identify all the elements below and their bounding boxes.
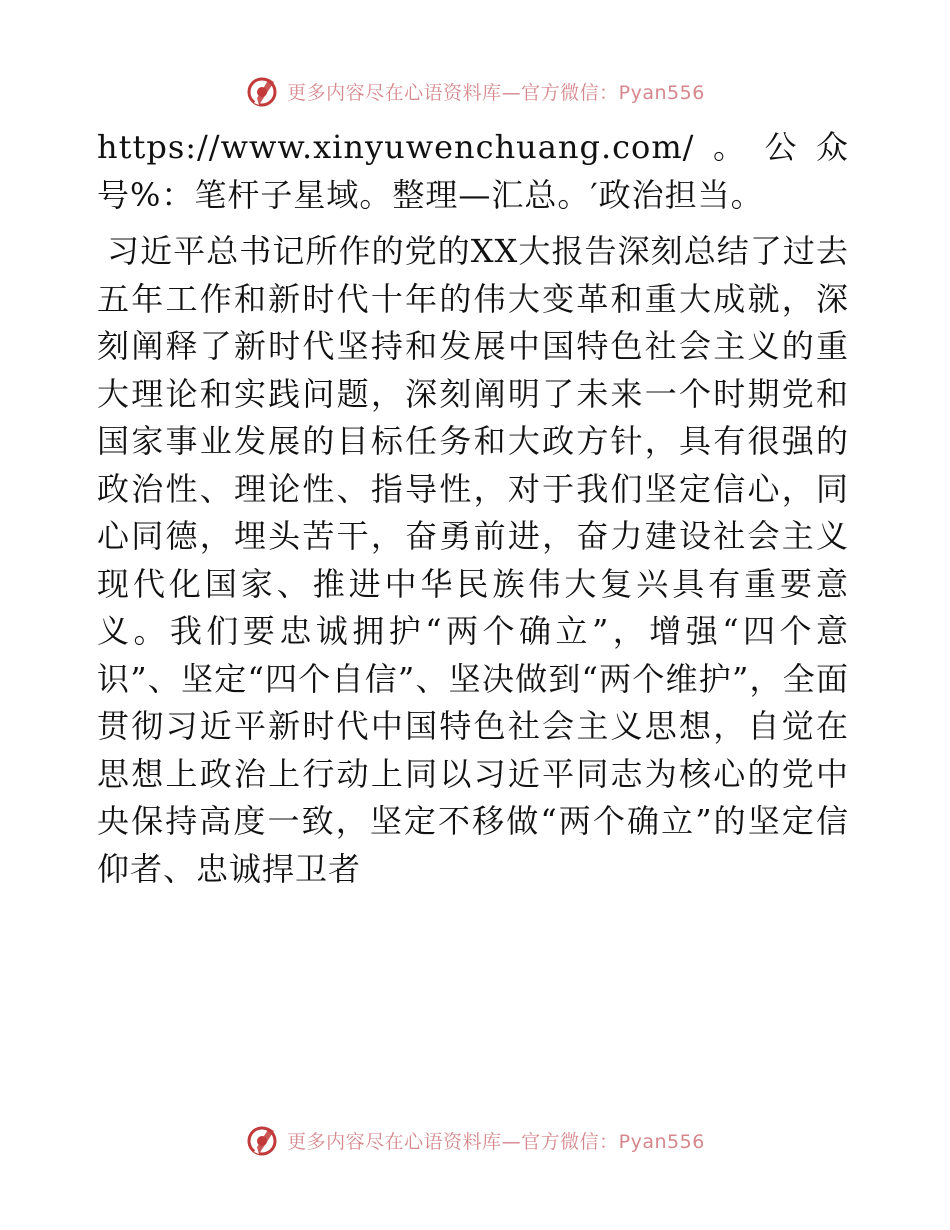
intro-line: https://www.xinyuwenchuang.com/。公众号%：笔杆子星域。整理—汇总。′政治担当。 xyxy=(97,128,849,214)
header-banner-text: 更多内容尽在心语资料库—官方微信：Pyan556 xyxy=(287,81,705,104)
main-paragraph: 习近平总书记所作的党的XX大报告深刻总结了过去五年工作和新时代十年的伟大变革和重大成就，深刻阐释了新时代坚持和发展中国特色社会主义的重大理论和实践问题，深刻阐明了未来一个时期党和国家事业发展的目标任务和大政方针，具有很强的政治性、理论性、指导性，对于我们坚定信心，同心同德，埋头苦干，奋勇前进，奋力建设社会主义现代化国家、推进中华民族伟大复兴具有重要意义。我们要忠诚拥护“两个确立”，增强“四个意识”、坚定“四个自信”、坚决做到“两个维护”，全面贯彻习近平新时代中国特色社会主义思想，自觉在思想上政治上行动上同以习近平同志为核心的党中央保持高度一致，坚定不移做“两个确立”的坚定信仰者、忠诚捍卫者 xyxy=(97,232,849,888)
document-body xyxy=(97,124,849,893)
footer-banner xyxy=(0,1120,950,1160)
pen-logo-icon xyxy=(245,74,279,108)
header-banner xyxy=(0,71,950,111)
pen-logo-icon xyxy=(245,1123,279,1157)
footer-banner-text: 更多内容尽在心语资料库—官方微信：Pyan556 xyxy=(287,1130,705,1153)
